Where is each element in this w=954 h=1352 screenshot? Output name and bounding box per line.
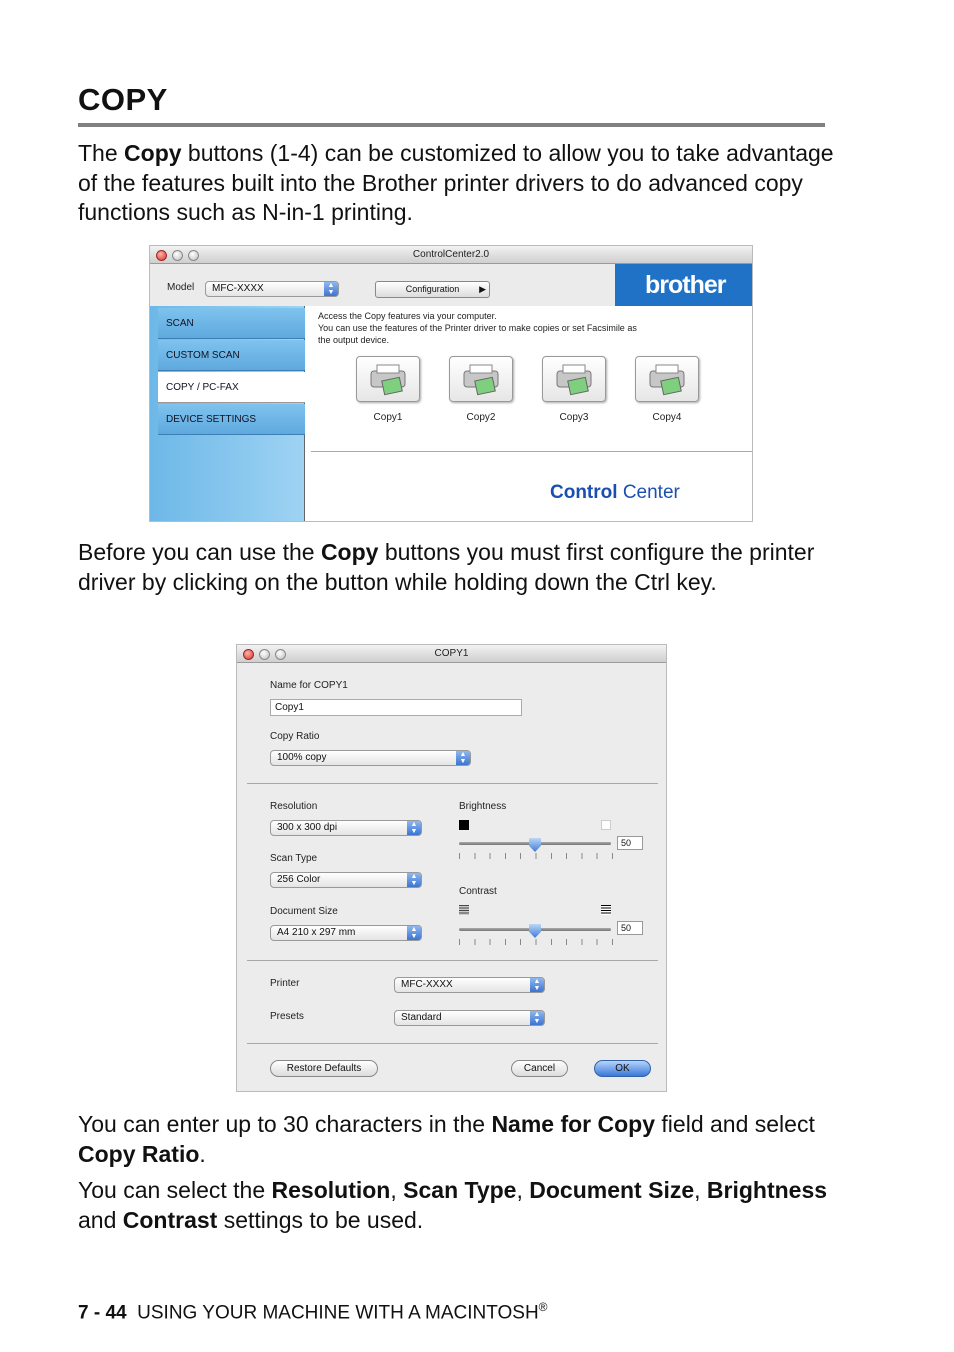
- brightness-label: Brightness: [459, 801, 507, 812]
- printer-icon: [636, 357, 698, 401]
- zoom-icon[interactable]: [188, 250, 199, 261]
- minimize-icon[interactable]: [259, 649, 270, 660]
- name-input[interactable]: Copy1: [270, 699, 522, 716]
- window-title: ControlCenter2.0: [412, 249, 490, 260]
- close-icon[interactable]: [243, 649, 254, 660]
- brightness-slider-thumb[interactable]: [529, 838, 541, 852]
- name-paragraph: You can enter up to 30 characters in the Name for Copy field and select Copy Ratio.: [78, 1111, 815, 1167]
- document-size-label: Document Size: [270, 906, 338, 917]
- minimize-icon[interactable]: [172, 250, 183, 261]
- intro-paragraph: The Copy buttons (1-4) can be customized to allow you to take advantage of the features built into the Brother printer drivers to do advanced copy functions such as N-in-1 printing.: [78, 140, 834, 225]
- divider: [247, 960, 658, 961]
- copy4-label: Copy4: [652, 412, 682, 423]
- printer-icon: [357, 357, 419, 401]
- configure-paragraph: Before you can use the Copy buttons you must first configure the printer driver by clicking on the button while holding down the Ctrl key.: [78, 539, 815, 595]
- description-text: Access the Copy features via your computer. You can use the features of the Printer driver to make copies or set Facsimile as the output device.: [318, 311, 637, 345]
- name-label: Name for COPY1: [270, 680, 348, 691]
- zoom-icon[interactable]: [275, 649, 286, 660]
- brother-logo: brother: [615, 264, 753, 306]
- copy-ratio-label: Copy Ratio: [270, 731, 320, 742]
- copy1-label: Copy1: [373, 412, 403, 423]
- sidebar-item-device-settings[interactable]: DEVICE SETTINGS: [158, 404, 305, 435]
- contrast-label: Contrast: [459, 886, 497, 897]
- light-square-icon: [601, 820, 611, 830]
- presets-label: Presets: [270, 1011, 304, 1022]
- contrast-value[interactable]: 50: [617, 921, 643, 935]
- scan-type-label: Scan Type: [270, 853, 318, 864]
- chevron-updown-icon: ▲ ▼: [407, 873, 421, 887]
- controlcenter-window: [149, 245, 753, 522]
- copy4-button[interactable]: [635, 356, 699, 402]
- copy2-label: Copy2: [466, 412, 496, 423]
- page-number: 7 - 44: [78, 1302, 127, 1324]
- low-contrast-icon: [459, 905, 469, 915]
- cancel-button[interactable]: Cancel: [511, 1060, 568, 1077]
- chevron-updown-icon: ▲ ▼: [324, 282, 338, 296]
- model-label: Model: [167, 282, 195, 293]
- contrast-ticks: [459, 939, 614, 945]
- copy3-button[interactable]: [542, 356, 606, 402]
- triangle-right-icon: ▶: [479, 284, 486, 294]
- dark-square-icon: [459, 820, 469, 830]
- copy1-dialog: [236, 644, 667, 1092]
- resolution-select[interactable]: 300 x 300 dpi ▲ ▼: [270, 820, 422, 836]
- printer-icon: [543, 357, 605, 401]
- footer-text: USING YOUR MACHINE WITH A MACINTOSH: [137, 1302, 539, 1324]
- copy1-button[interactable]: [356, 356, 420, 402]
- printer-label: Printer: [270, 978, 300, 989]
- chevron-updown-icon: ▲ ▼: [456, 751, 470, 765]
- document-size-select[interactable]: A4 210 x 297 mm ▲ ▼: [270, 925, 422, 941]
- sidebar: [150, 306, 305, 522]
- heading-rule: [78, 123, 825, 127]
- page-footer: [78, 1300, 548, 1324]
- dialog-title: COPY1: [434, 648, 469, 659]
- copy3-label: Copy3: [559, 412, 589, 423]
- sidebar-item-scan[interactable]: SCAN: [158, 308, 305, 339]
- configuration-button[interactable]: Configuration ▶: [375, 281, 490, 298]
- sidebar-item-custom-scan[interactable]: CUSTOM SCAN: [158, 340, 305, 371]
- settings-paragraph: You can select the Resolution, Scan Type, Document Size, Brightness and Contrast settings to be used.: [78, 1177, 828, 1233]
- restore-defaults-button[interactable]: Restore Defaults: [270, 1060, 378, 1077]
- window-titlebar: [150, 246, 752, 264]
- brightness-value[interactable]: 50: [617, 836, 643, 850]
- model-select[interactable]: MFC-XXXX ▲ ▼: [205, 281, 339, 297]
- printer-icon: [450, 357, 512, 401]
- divider: [247, 1043, 658, 1044]
- chevron-updown-icon: ▲ ▼: [530, 978, 544, 992]
- chevron-updown-icon: ▲ ▼: [407, 821, 421, 835]
- resolution-label: Resolution: [270, 801, 318, 812]
- dialog-titlebar: [237, 645, 666, 663]
- high-contrast-icon: [601, 905, 611, 915]
- scan-type-select[interactable]: 256 Color ▲ ▼: [270, 872, 422, 888]
- chevron-updown-icon: ▲ ▼: [530, 1011, 544, 1025]
- sidebar-item-copy-pc-fax[interactable]: COPY / PC-FAX: [158, 372, 305, 403]
- contrast-slider-thumb[interactable]: [529, 924, 541, 938]
- copy-ratio-select[interactable]: 100% copy ▲ ▼: [270, 750, 471, 766]
- presets-select[interactable]: Standard ▲ ▼: [394, 1010, 545, 1026]
- divider: [247, 783, 658, 784]
- registered-mark: ®: [538, 1300, 548, 1314]
- copy2-button[interactable]: [449, 356, 513, 402]
- divider: [311, 451, 753, 452]
- chevron-updown-icon: ▲ ▼: [407, 926, 421, 940]
- close-icon[interactable]: [156, 250, 167, 261]
- brightness-ticks: [459, 853, 614, 859]
- page-heading: COPY: [78, 82, 168, 117]
- printer-select[interactable]: MFC-XXXX ▲ ▼: [394, 977, 545, 993]
- ok-button[interactable]: OK: [594, 1060, 651, 1077]
- control-center-logo: Control Center: [550, 482, 680, 503]
